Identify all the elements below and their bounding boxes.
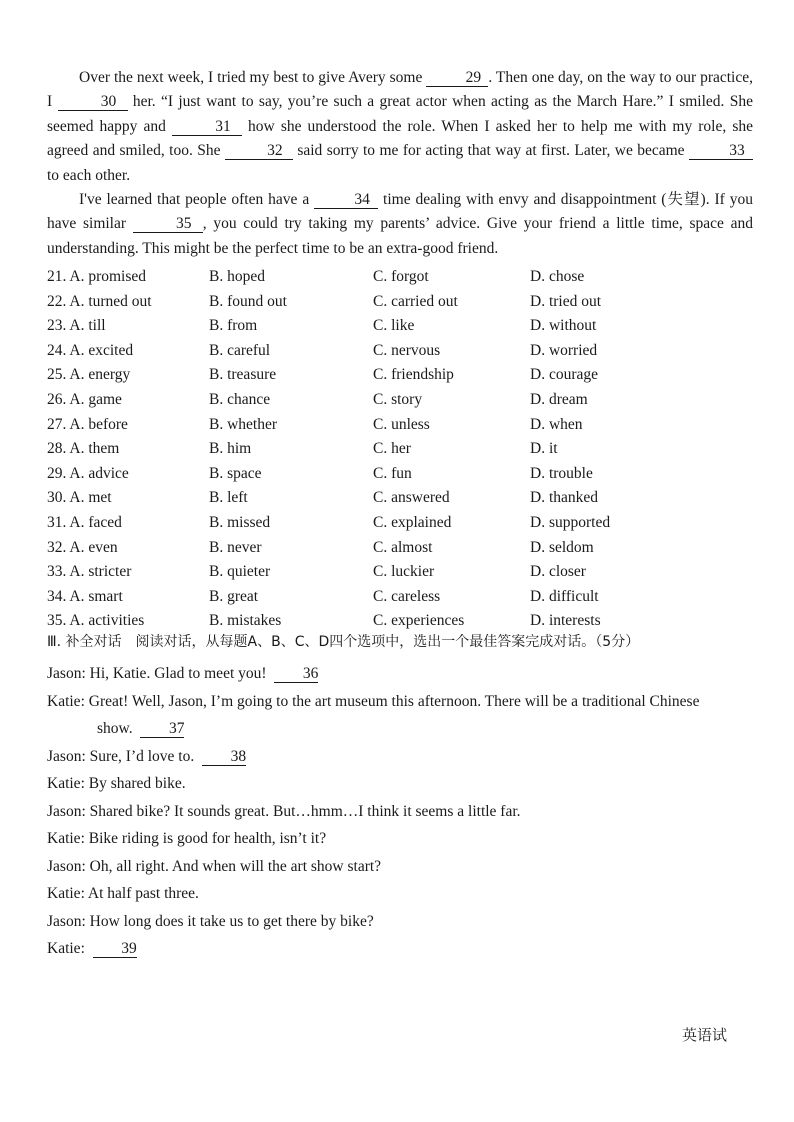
question-24 (47, 339, 767, 364)
option-a: 22. A. turned out (47, 292, 152, 310)
option-b: B. careful (209, 341, 271, 359)
option-a: 27. A. before (47, 415, 128, 433)
page-footer-label: 英语试 (682, 1026, 728, 1044)
question-28 (47, 437, 767, 462)
option-a: 29. A. advice (47, 464, 129, 482)
question-31 (47, 511, 767, 536)
option-a: 28. A. them (47, 440, 120, 458)
option-a: 34. A. smart (47, 587, 123, 605)
option-a: 33. A. stricter (47, 563, 132, 581)
option-c: C. story (373, 390, 423, 408)
dialogue-line: Katie: Bike riding is good for health, isn’t it? (47, 830, 327, 847)
option-c: C. her (373, 440, 411, 458)
question-26 (47, 388, 767, 413)
option-b: B. from (209, 317, 258, 335)
option-a: 24. A. excited (47, 341, 134, 359)
question-25 (47, 363, 767, 388)
option-b: B. never (209, 538, 262, 556)
question-27 (47, 413, 767, 438)
option-b: B. space (209, 464, 262, 482)
option-b: B. mistakes (209, 612, 282, 630)
option-c: C. nervous (373, 341, 441, 359)
option-b: B. chance (209, 390, 271, 408)
option-d: D. without (530, 317, 597, 335)
option-c: C. explained (373, 513, 452, 531)
question-33 (47, 560, 767, 585)
option-b: B. great (209, 587, 259, 605)
option-b: B. found out (209, 292, 287, 310)
question-29 (47, 462, 767, 487)
blank-29: 29 (426, 69, 488, 87)
option-d: D. worried (530, 341, 598, 359)
blank-34: 34 (314, 191, 378, 209)
question-21 (47, 265, 767, 290)
dialogue-line: Katie: By shared bike. (47, 775, 186, 792)
option-d: D. supported (530, 513, 611, 531)
blank-39: 39 (93, 940, 137, 958)
option-b: B. whether (209, 415, 278, 433)
option-c: C. careless (373, 587, 441, 605)
option-d: D. interests (530, 612, 601, 630)
blank-35: 35 (133, 215, 203, 233)
option-a: 35. A. activities (47, 612, 145, 630)
option-c: C. fun (373, 464, 412, 482)
option-c: C. unless (373, 415, 430, 433)
option-c: C. almost (373, 538, 433, 556)
question-32 (47, 536, 767, 561)
option-d: D. closer (530, 563, 586, 581)
option-d: D. when (530, 415, 583, 433)
option-d: D. it (530, 440, 558, 458)
passage-paragraph-2: I've learned that people often have a 34 time dealing with envy and disappointment (失望). If you have similar 35 , you could try taking my parents’ advice. Give your friend a little time, space and understanding. This might be the perfect time to be an extra-good friend. (47, 191, 753, 257)
option-a: 21. A. promised (47, 268, 147, 285)
dialogue-line: Katie: At half past three. (47, 885, 199, 902)
question-30 (47, 486, 767, 511)
option-b: B. missed (209, 513, 271, 531)
question-23 (47, 314, 767, 339)
question-34 (47, 585, 767, 610)
section-title: Ⅲ. 补全对话 阅读对话，从每题A、B、C、D四个选项中，选出一个最佳答案完成对话。（5分） (47, 634, 640, 650)
dialogue-line: show. 37 (97, 720, 185, 737)
option-a: 25. A. energy (47, 366, 131, 384)
option-d: D. chose (530, 268, 585, 285)
option-b: B. hoped (209, 268, 265, 285)
option-d: D. trouble (530, 464, 593, 482)
section-heading (47, 631, 639, 653)
option-b: B. him (209, 440, 252, 458)
option-c: C. like (373, 317, 415, 335)
option-b: B. quieter (209, 563, 271, 581)
dialogue-line: Jason: Shared bike? It sounds great. But…hmm…I think it seems a little far. (47, 802, 521, 820)
passage-paragraph-1: Over the next week, I tried my best to give Avery some 29 . Then one day, on the way to our practice, I 30 her. “I just want to say, you’re such a great actor when acting as the March Hare.” I smiled. She seemed happy and 31 how she understood the role. When I asked her to help me with my role, she agreed and smiled, too. She 32 said sorry to me for acting that way at first. Later, we became 33 to each other. (47, 69, 753, 184)
option-d: D. courage (530, 366, 598, 384)
dialogue-line: Jason: Sure, I’d love to. 38 (47, 747, 247, 765)
option-a: 32. A. even (47, 538, 118, 556)
dialogue-line: Jason: Oh, all right. And when will the art show start? (47, 857, 382, 875)
option-d: D. difficult (530, 587, 599, 605)
option-c: C. friendship (373, 366, 454, 384)
cloze-passage (47, 66, 753, 261)
option-d: D. thanked (530, 489, 599, 507)
option-b: B. left (209, 489, 248, 507)
dialogue-line: Katie: 39 (47, 940, 137, 957)
option-d: D. dream (530, 390, 588, 408)
blank-31: 31 (172, 118, 242, 136)
option-a: 31. A. faced (47, 513, 122, 531)
blank-38: 38 (202, 748, 246, 766)
dialogue-line: Jason: How long does it take us to get there by bike? (47, 912, 374, 930)
options-list (47, 265, 767, 634)
question-22 (47, 290, 767, 315)
dialogue (47, 660, 757, 963)
blank-37: 37 (140, 720, 184, 738)
dialogue-line: Jason: Hi, Katie. Glad to meet you! 36 (47, 665, 319, 682)
option-c: C. carried out (373, 292, 458, 310)
dialogue-line: Katie: Great! Well, Jason, I’m going to the art museum this afternoon. There will be a traditional Chinese (47, 692, 700, 710)
option-c: C. experiences (373, 612, 465, 630)
blank-36: 36 (274, 665, 318, 683)
blank-30: 30 (58, 93, 128, 111)
option-c: C. luckier (373, 563, 435, 581)
blank-33: 33 (689, 142, 753, 160)
blank-32: 32 (225, 142, 293, 160)
option-c: C. answered (373, 489, 450, 507)
option-d: D. seldom (530, 538, 594, 556)
option-a: 23. A. till (47, 317, 106, 335)
option-c: C. forgot (373, 268, 429, 285)
option-a: 30. A. met (47, 489, 112, 507)
option-a: 26. A. game (47, 390, 122, 408)
option-d: D. tried out (530, 292, 602, 310)
option-b: B. treasure (209, 366, 277, 384)
